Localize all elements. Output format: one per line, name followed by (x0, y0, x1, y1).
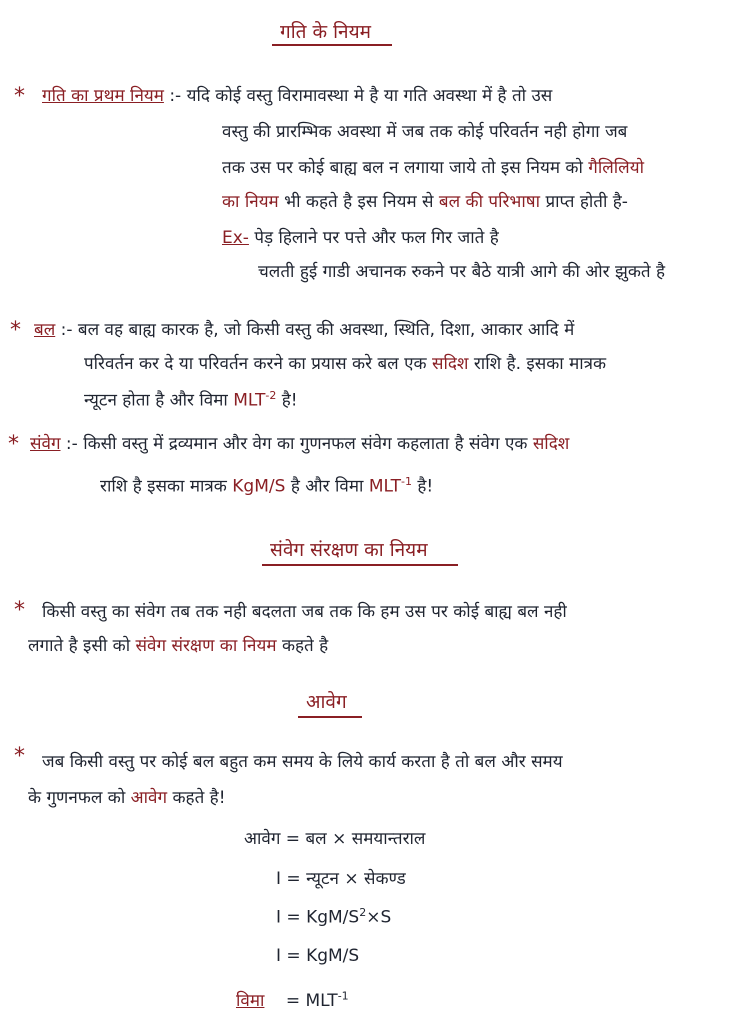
example1-text: पेड़ हिलाने पर पत्ते और फल गिर जाते है (254, 228, 499, 248)
section4-row2 (28, 636, 328, 656)
section2-row2 (84, 354, 606, 374)
section3-row1 (30, 434, 569, 454)
impulse-heading: आवेग (306, 691, 347, 713)
force-dimension: MLT (233, 390, 266, 411)
conservation-underline (262, 564, 458, 566)
impulse-line2a: के गुणनफल को (28, 788, 126, 808)
force-label: बल (34, 320, 56, 340)
section2-row1 (34, 320, 574, 340)
conservation-term: संवेग संरक्षण का नियम (135, 636, 277, 656)
conservation-line2b: कहते है (281, 636, 329, 656)
momentum-line1a: किसी वस्तु में द्रव्यमान और वेग का गुणनफल संवेग कहलाता है संवेग एक (83, 434, 528, 454)
vector-term: सदिश (431, 354, 469, 374)
section2-row3 (84, 386, 298, 411)
momentum-dimension-exp: -1 (401, 475, 412, 488)
conservation-line1: किसी वस्तु का संवेग तब तक नही बदलता जब तक कि हम उस पर कोई बाह्य बल नही (42, 602, 567, 622)
section1-row3 (222, 158, 644, 178)
first-law-line3: तक उस पर कोई बाह्य बल न लगाया जाये तो इस नियम को (222, 158, 583, 178)
bullet-star-icon: * (14, 598, 25, 623)
galileo-term: गैलिलियो (588, 158, 644, 178)
force-definition-term: बल की परिभाषा (438, 192, 541, 212)
momentum-line2a: राशि है इसका मात्रक (100, 476, 227, 497)
momentum-line2b: है और विमा (290, 476, 364, 497)
title-underline (272, 44, 392, 46)
force-line2a: परिवर्तन कर दे या परिवर्तन करने का प्रयास करे बल एक (84, 354, 427, 374)
bullet-star-icon: * (14, 84, 25, 109)
section1-row4 (222, 192, 628, 212)
conservation-heading: संवेग संरक्षण का नियम (270, 539, 428, 561)
momentum-label: संवेग (30, 434, 61, 454)
force-dimension-exp: -2 (265, 389, 277, 402)
momentum-sep: :- (65, 434, 78, 454)
vector-term-2: सदिश (532, 434, 570, 454)
force-sep: :- (60, 320, 73, 340)
law-of-term: का नियम (222, 192, 279, 212)
formula-kg-unit (276, 906, 391, 928)
force-line3a: न्यूटन होता है और विमा (84, 390, 228, 411)
bullet-star-icon: * (8, 432, 19, 457)
momentum-line2-end: है! (417, 476, 434, 497)
impulse-line2b: कहते है! (172, 788, 226, 808)
impulse-term: आवेग (130, 788, 168, 808)
first-law-line4-end: प्राप्त होती है- (545, 192, 628, 212)
dimension-exp: -1 (337, 989, 349, 1003)
example2-text: चलती हुई गाडी अचानक रुकने पर बैठे यात्री आगे की ओर झुकते है (258, 262, 666, 282)
dimension-value: = MLT (285, 991, 338, 1011)
impulse-line1: जब किसी वस्तु पर कोई बल बहुत कम समय के लिये कार्य करता है तो बल और समय (42, 752, 563, 772)
formula-kg-unit-b: ×S (366, 907, 392, 928)
section1-row1 (42, 86, 552, 106)
section1-example1 (222, 228, 499, 248)
formula-dimension (236, 988, 349, 1011)
section3-row2 (100, 472, 433, 497)
formula-kg-unit-a: I = KgM/S (276, 907, 360, 928)
impulse-underline (298, 716, 362, 718)
first-law-line1: यदि कोई वस्तु विरामावस्था मे है या गति अवस्था में है तो उस (186, 86, 553, 106)
formula-kgms: I = KgM/S (276, 946, 360, 966)
first-law-line4-mid: भी कहते है इस नियम से (284, 192, 434, 212)
bullet-star-icon: * (14, 744, 25, 769)
formula-newton-second: I = न्यूटन × सेकण्ड (276, 869, 406, 889)
dimension-label: विमा (236, 991, 265, 1011)
bullet-star-icon: * (10, 318, 21, 343)
first-law-label: गति का प्रथम नियम (42, 86, 164, 106)
first-law-line2: वस्तु की प्रारम्भिक अवस्था में जब तक कोई परिवर्तन नही होगा जब (222, 122, 628, 142)
section5-row2 (28, 788, 226, 808)
formula-kg-unit-exp: 2 (359, 906, 367, 919)
page-title: गति के नियम (280, 21, 371, 43)
force-line3-end: है! (281, 390, 298, 411)
formula-impulse: आवेग = बल × समयान्तराल (244, 829, 426, 849)
momentum-dimension: MLT (368, 476, 402, 497)
first-law-sep: :- (169, 86, 182, 106)
momentum-unit: KgM/S (232, 476, 286, 497)
example-label: Ex- (222, 228, 249, 248)
force-line1: बल वह बाह्य कारक है, जो किसी वस्तु की अवस्था, स्थिति, दिशा, आकार आदि में (77, 320, 575, 340)
conservation-line2a: लगाते है इसी को (28, 636, 131, 656)
force-line2b: राशि है. इसका मात्रक (473, 354, 607, 374)
